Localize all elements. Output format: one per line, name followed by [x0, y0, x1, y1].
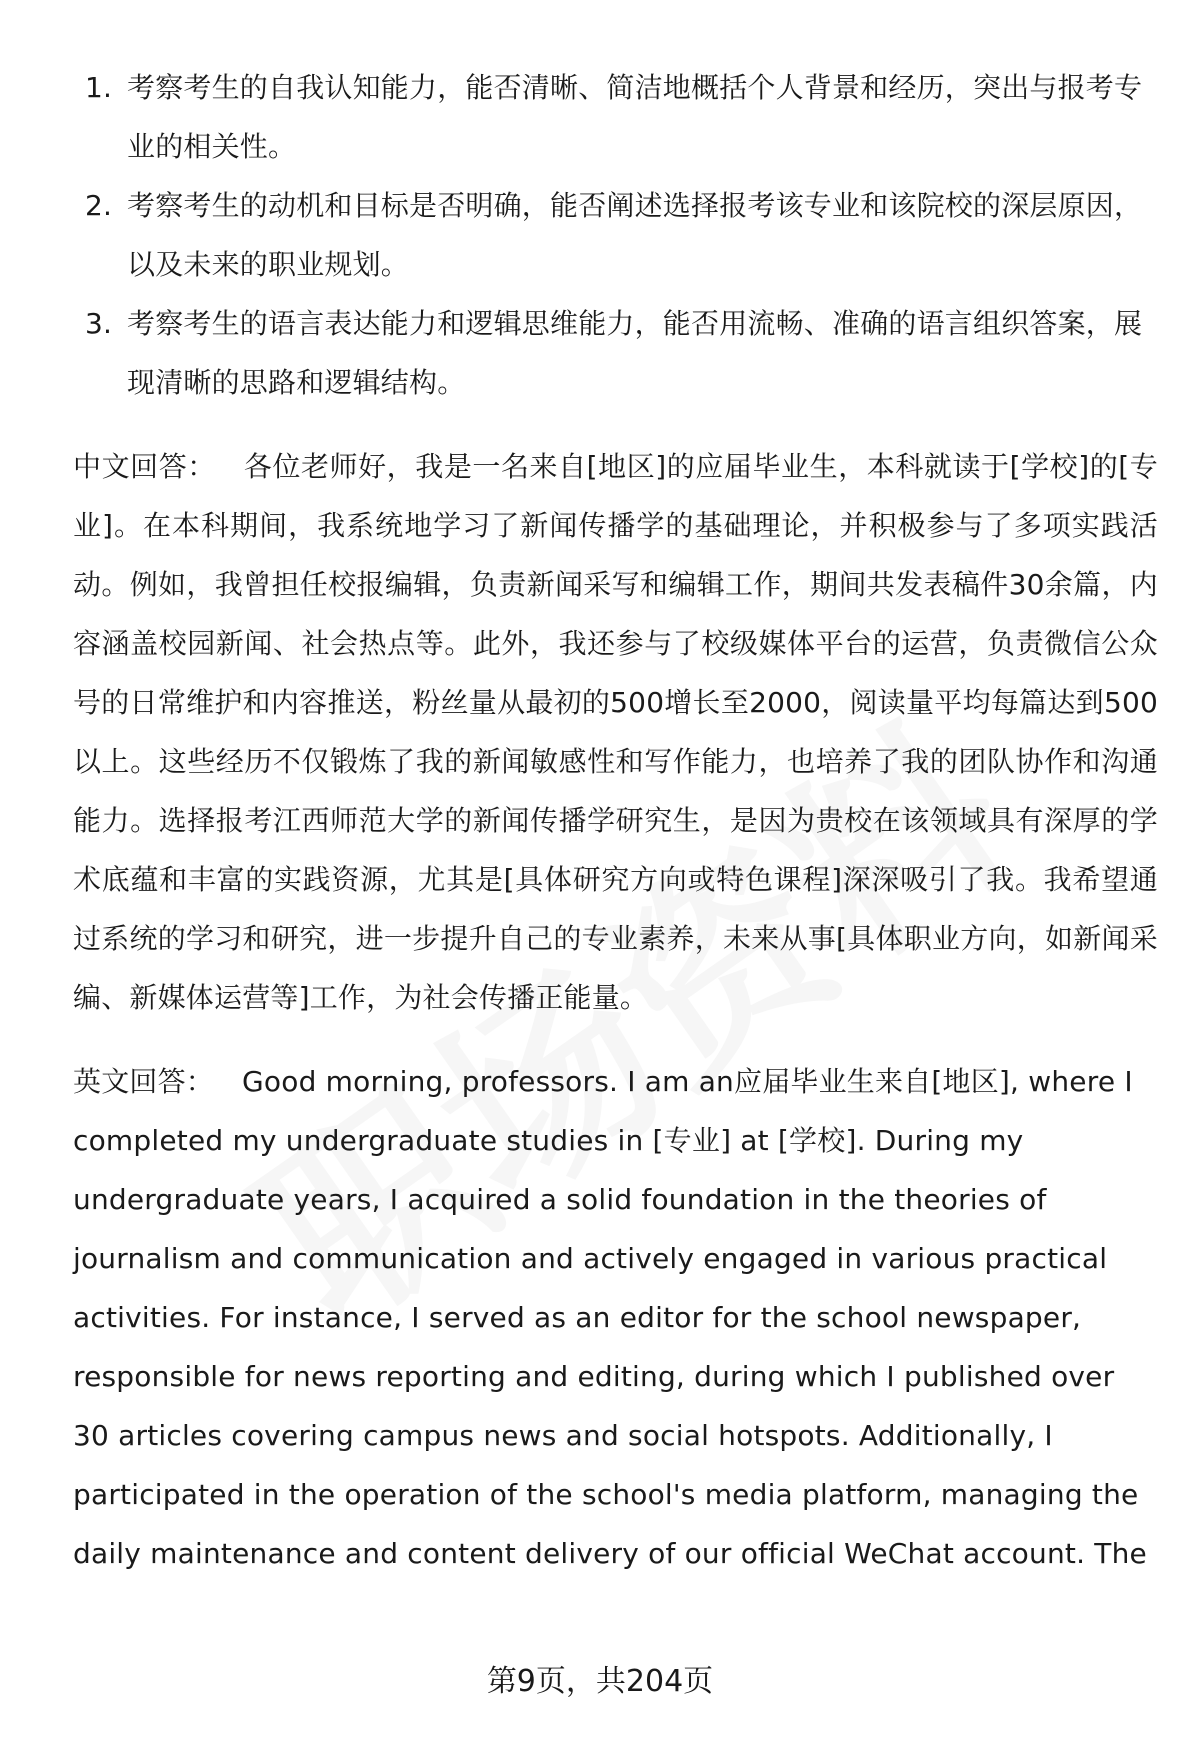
list-item-number: 3.: [85, 307, 113, 340]
chinese-answer-paragraph: [73, 437, 1158, 1027]
english-answer-text: Good morning, professors. I am an应届毕业生来自[地区], where I completed my undergraduate studies in [专业] at [学校]. During my undergraduate years, I acquired a solid foundation in the theories of journalism and communication and actively engaged in various practical activities. For instance, I served as an editor for the school newspaper, responsible for news reporting and editing, during which I published over 30 articles covering campus news and social hotspots. Additionally, I participated in the operation of the school's media platform, managing the daily maintenance and content delivery of our official WeChat account. The: [73, 1065, 1147, 1570]
criteria-list: [73, 58, 1158, 412]
list-item-text: 考察考生的动机和目标是否明确，能否阐述选择报考该专业和该院校的深层原因，以及未来的职业规划。: [127, 189, 1143, 281]
page-number-footer: 第9页，共204页: [486, 1664, 714, 1699]
chinese-answer-text: 各位老师好，我是一名来自[地区]的应届毕业生，本科就读于[学校]的[专业]。在本科期间，我系统地学习了新闻传播学的基础理论，并积极参与了多项实践活动。例如，我曾担任校报编辑，负责新闻采写和编辑工作，期间共发表稿件30余篇，内容涵盖校园新闻、社会热点等。此外，我还参与了校级媒体平台的运营，负责微信公众号的日常维护和内容推送，粉丝量从最初的500增长至2000，阅读量平均每篇达到500以上。这些经历不仅锻炼了我的新闻敏感性和写作能力，也培养了我的团队协作和沟通能力。选择报考江西师范大学的新闻传播学研究生，是因为贵校在该领域具有深厚的学术底蕴和丰富的实践资源，尤其是[具体研究方向或特色课程]深深吸引了我。我希望通过系统的学习和研究，进一步提升自己的专业素养，未来从事[具体职业方向，如新闻采编、新媒体运营等]工作，为社会传播正能量。: [73, 450, 1158, 1014]
english-answer-label: 英文回答：: [73, 1065, 215, 1098]
list-item: [73, 58, 1158, 176]
page-content: [73, 58, 1158, 1583]
list-item-number: 2.: [85, 189, 113, 222]
list-item-text: 考察考生的自我认知能力，能否清晰、简洁地概括个人背景和经历，突出与报考专业的相关性。: [127, 71, 1143, 163]
english-answer-paragraph: [73, 1052, 1158, 1583]
chinese-answer-label: 中文回答：: [73, 450, 216, 483]
list-item-text: 考察考生的语言表达能力和逻辑思维能力，能否用流畅、准确的语言组织答案，展现清晰的思路和逻辑结构。: [127, 307, 1143, 399]
list-item-number: 1.: [85, 71, 113, 104]
list-item: [73, 294, 1158, 412]
list-item: [73, 176, 1158, 294]
